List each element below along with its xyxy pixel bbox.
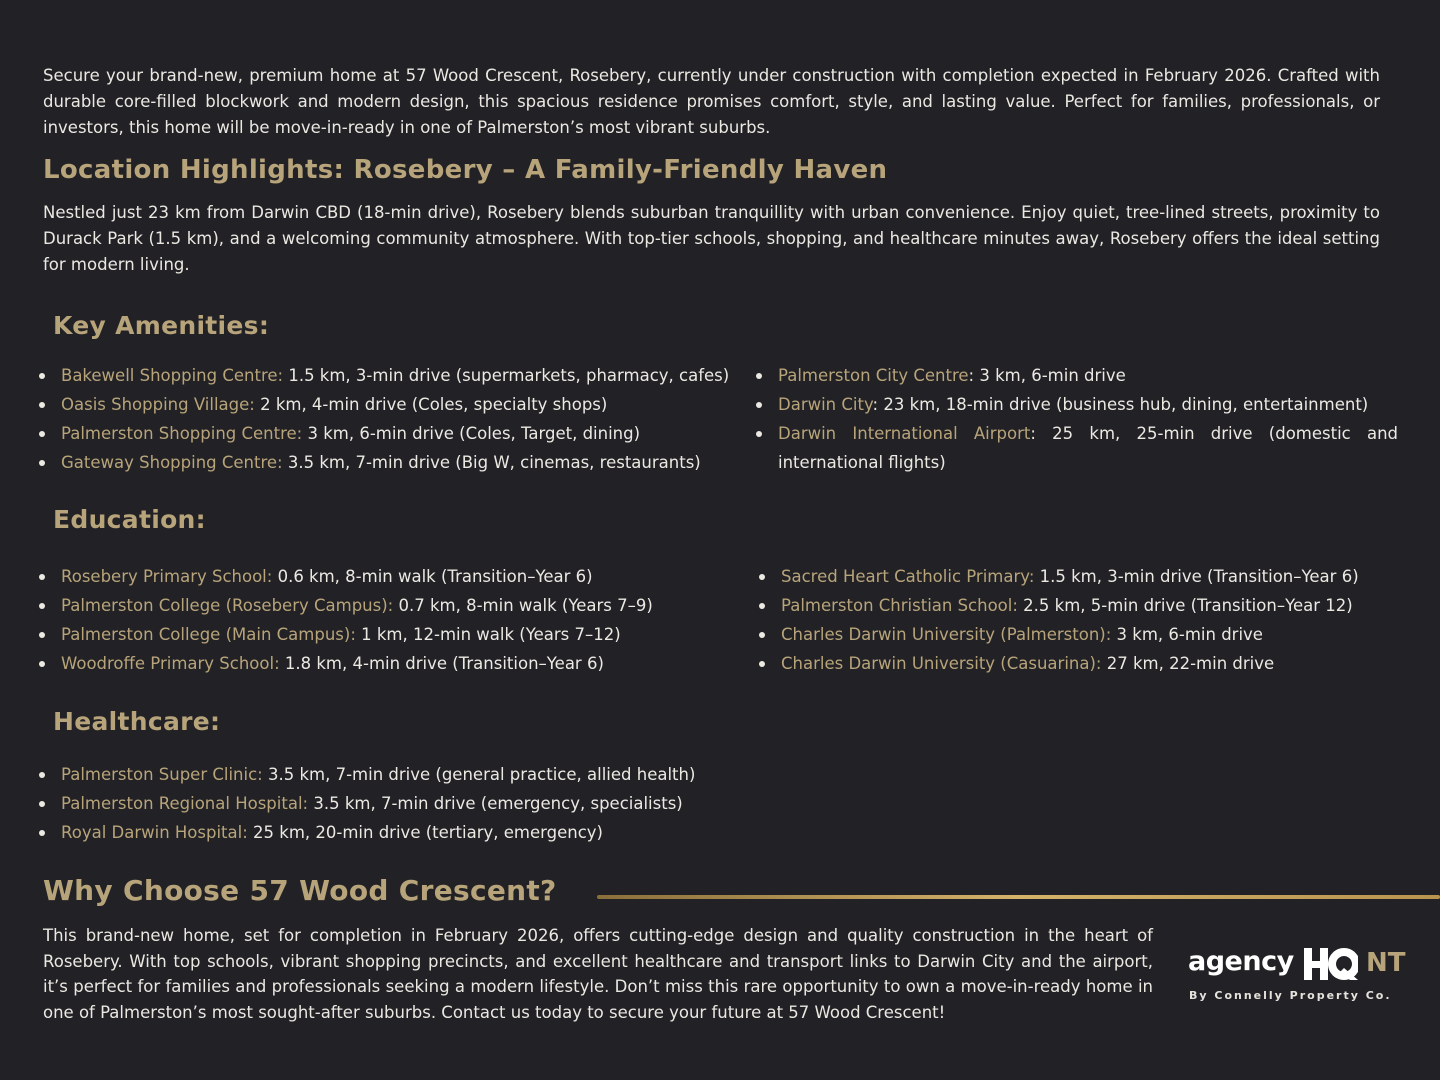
school-name: Palmerston College (Rosebery Campus): [61, 596, 394, 615]
list-item [61, 818, 861, 847]
list-item [61, 390, 761, 419]
list-item [61, 448, 761, 477]
school-name: Palmerston College (Main Campus): [61, 625, 356, 644]
why-heading: Why Choose 57 Wood Crescent? [43, 874, 557, 907]
school-detail: 2.5 km, 5-min drive (Transition–Year 12) [1017, 596, 1353, 615]
school-name: Charles Darwin University (Casuarina): [781, 654, 1102, 673]
amenity-detail: 2 km, 4-min drive (Coles, specialty shops) [254, 395, 608, 414]
amenity-detail: : 3 km, 6-min drive [968, 366, 1126, 385]
list-item [781, 562, 1440, 591]
amenity-name: Oasis Shopping Village: [61, 395, 255, 414]
location-heading: Location Highlights: Rosebery – A Family-Friendly Haven [43, 155, 888, 185]
school-detail: 1 km, 12-min walk (Years 7–12) [355, 625, 621, 644]
school-name: Woodroffe Primary School: [61, 654, 280, 673]
facility-detail: 25 km, 20-min drive (tertiary, emergency) [247, 823, 603, 842]
hq-logo-icon [1304, 946, 1358, 982]
logo-tagline: By Connelly Property Co. [1189, 989, 1392, 1002]
education-heading: Education: [53, 505, 206, 534]
amenity-name: Palmerston City Centre [778, 366, 969, 385]
school-detail: 27 km, 22-min drive [1101, 654, 1275, 673]
school-name: Charles Darwin University (Palmerston): [781, 625, 1112, 644]
amenity-name: Darwin International Airport [778, 424, 1031, 443]
school-detail: 0.7 km, 8-min walk (Years 7–9) [393, 596, 653, 615]
facility-name: Royal Darwin Hospital: [61, 823, 248, 842]
list-item [61, 760, 861, 789]
amenity-name: Bakewell Shopping Centre: [61, 366, 284, 385]
list-item [778, 419, 1398, 477]
intro-paragraph: Secure your brand-new, premium home at 57 Wood Crescent, Rosebery, currently under construction with completion expected in February 2026. Crafted with durable core-filled blockwork and modern design, this spacious residence promises comfort, style, and lasting value. Perfect for families, professionals, or investors, this home will be move-in-ready in one of Palmerston’s most vibrant suburbs. [43, 66, 1380, 137]
school-detail: 1.8 km, 4-min drive (Transition–Year 6) [279, 654, 604, 673]
amenities-heading: Key Amenities: [53, 311, 270, 340]
list-item [781, 591, 1440, 620]
why-paragraph: This brand-new home, set for completion in February 2026, offers cutting-edge design and quality construction in the heart of Rosebery. With top schools, vibrant shopping precincts, and excellent healthcare and transport links to Darwin City and the airport, it’s perfect for families and professionals seeking a modern lifestyle. Don’t miss this rare opportunity to own a move-in-ready home in one of Palmerston’s most sought-after suburbs. Contact us today to secure your future at 57 Wood Crescent! [43, 926, 1153, 1022]
agency-logo [1188, 946, 1410, 1006]
amenity-name: Darwin City [778, 395, 873, 414]
amenity-name: Gateway Shopping Centre: [61, 453, 283, 472]
school-detail: 1.5 km, 3-min drive (Transition–Year 6) [1034, 567, 1359, 586]
logo-region: NT [1366, 948, 1406, 978]
logo-wordmark: agency [1188, 946, 1294, 977]
facility-detail: 3.5 km, 7-min drive (emergency, specialists) [308, 794, 683, 813]
school-detail: 0.6 km, 8-min walk (Transition–Year 6) [272, 567, 593, 586]
school-name: Sacred Heart Catholic Primary: [781, 567, 1035, 586]
amenity-detail: 3.5 km, 7-min drive (Big W, cinemas, restaurants) [282, 453, 701, 472]
healthcare-list [43, 760, 861, 847]
list-item [61, 562, 761, 591]
school-name: Rosebery Primary School: [61, 567, 273, 586]
list-item [61, 649, 761, 678]
list-item [61, 361, 761, 390]
education-list-right [763, 562, 1440, 678]
amenity-detail: : 23 km, 18-min drive (business hub, dining, entertainment) [872, 395, 1369, 414]
facility-name: Palmerston Regional Hospital: [61, 794, 309, 813]
list-item [778, 361, 1398, 390]
healthcare-heading: Healthcare: [53, 707, 221, 736]
education-list-left [43, 562, 761, 678]
location-paragraph: Nestled just 23 km from Darwin CBD (18-min drive), Rosebery blends suburban tranquillity with urban convenience. Enjoy quiet, tree-lined streets, proximity to Durack Park (1.5 km), and a welcoming community atmosphere. With top-tier schools, shopping, and healthcare minutes away, Rosebery offers the ideal setting for modern living. [43, 203, 1380, 274]
list-item [61, 419, 761, 448]
list-item [781, 620, 1440, 649]
list-item [61, 789, 861, 818]
amenity-detail: 1.5 km, 3-min drive (supermarkets, pharmacy, cafes) [283, 366, 730, 385]
amenities-list-left [43, 361, 761, 477]
list-item [61, 620, 761, 649]
school-name: Palmerston Christian School: [781, 596, 1018, 615]
amenity-detail: 3 km, 6-min drive (Coles, Target, dining) [302, 424, 641, 443]
facility-name: Palmerston Super Clinic: [61, 765, 263, 784]
list-item [778, 390, 1398, 419]
list-item [61, 591, 761, 620]
facility-detail: 3.5 km, 7-min drive (general practice, allied health) [262, 765, 696, 784]
school-detail: 3 km, 6-min drive [1111, 625, 1263, 644]
gold-divider-line [597, 895, 1440, 899]
list-item [781, 649, 1440, 678]
amenity-detail: : 25 km, 25-min drive (domestic and international flights) [778, 424, 1398, 472]
amenities-list-right [760, 361, 1398, 477]
amenity-name: Palmerston Shopping Centre: [61, 424, 303, 443]
